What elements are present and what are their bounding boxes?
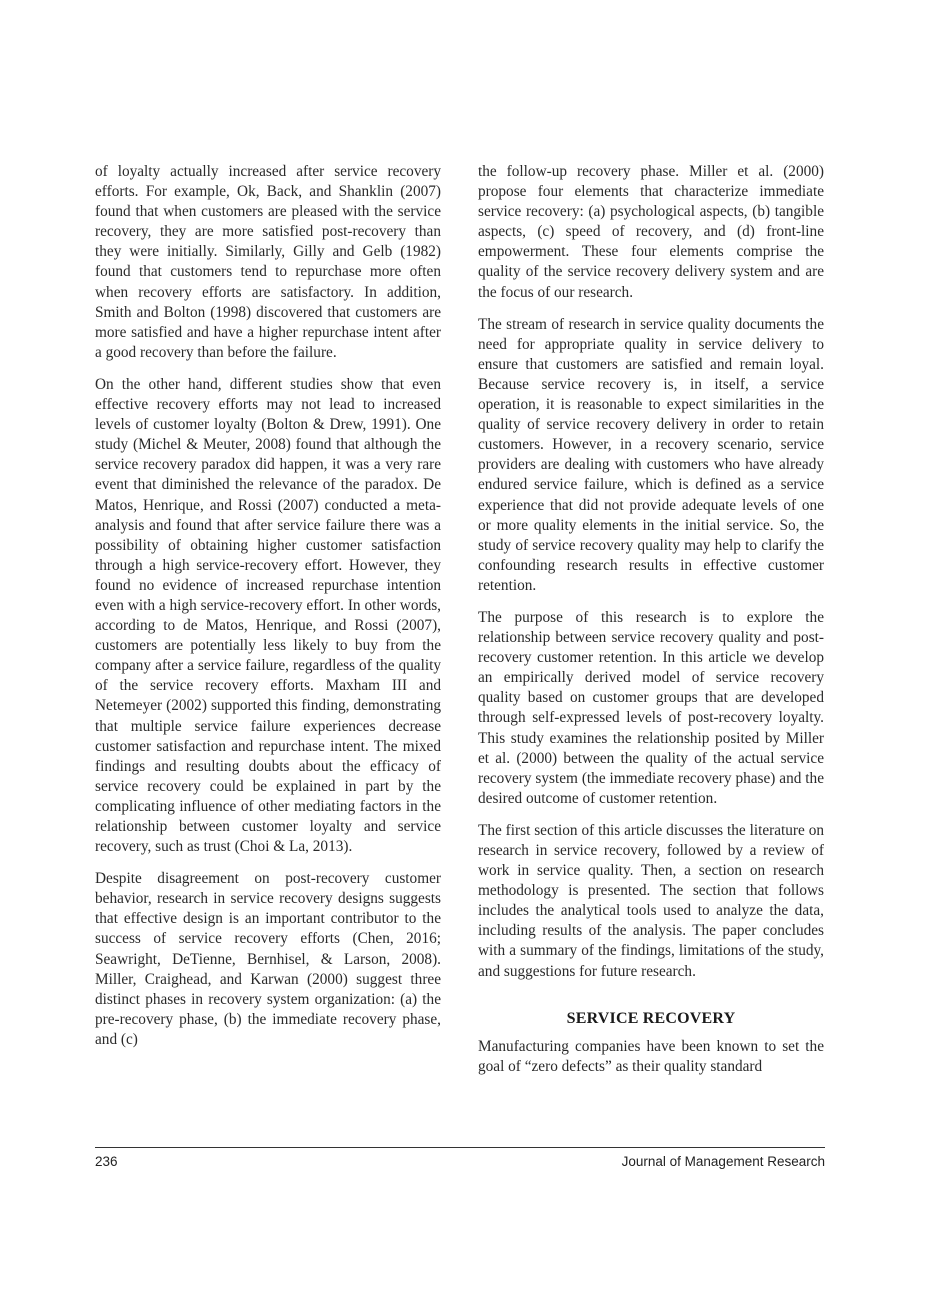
- body-paragraph: Despite disagreement on post-recovery customer behavior, research in service recovery designs suggests that effective design is an important contributor to the success of service recovery efforts (Chen, 2016; Seawright, DeTienne, Bernhisel, & Larson, 2008). Miller, Craighead, and Karwan (2000) suggest three distinct phases in recovery system organization: (a) the pre-recovery phase, (b) the immediate recovery phase, and (c): [95, 870, 441, 1048]
- left-column: [95, 162, 441, 1062]
- body-paragraph: Manufacturing companies have been known to set the goal of “zero defects” as their quality standard: [478, 1037, 824, 1075]
- body-paragraph: The purpose of this research is to explore the relationship between service recovery quality and post-recovery customer retention. In this article we develop an empirically derived model of service recovery quality based on customer groups that are developed through self-expressed levels of post-recovery loyalty. This study examines the relationship posited by Miller et al. (2000) between the quality of the actual service recovery system (the immediate recovery phase) and the desired outcome of customer retention.: [478, 608, 824, 807]
- right-column: [478, 162, 824, 1089]
- section-heading: SERVICE RECOVERY: [566, 1009, 736, 1027]
- page-number: 236: [95, 1154, 118, 1169]
- journal-name: Journal of Management Research: [621, 1154, 825, 1169]
- footer-divider: [95, 1147, 825, 1148]
- body-paragraph: On the other hand, different studies show that even effective recovery efforts may not lead to increased levels of customer loyalty (Bolton & Drew, 1991). One study (Michel & Meuter, 2008) found that although the service recovery paradox did happen, it was a very rare event that diminished the relevance of the paradox. De Matos, Henrique, and Rossi (2007) conducted a meta-analysis and found that after service failure there was a possibility of obtaining higher customer satisfaction through a high service-recovery effort. However, they found no evidence of increased repurchase intention even with a high service-recovery effort. In other words, according to de Matos, Henrique, and Rossi (2007), customers are potentially less likely to buy from the company after a service failure, regardless of the quality of the service recovery efforts. Maxham III and Netemeyer (2002) supported this finding, demonstrating that multiple service failure experiences decrease customer satisfaction and repurchase intent. The mixed findings and resulting doubts about the efficacy of service recovery could be explained in part by the complicating influence of other mediating factors in the relationship between customer loyalty and service recovery, such as trust (Choi & La, 2013).: [95, 375, 441, 856]
- body-paragraph: the follow-up recovery phase. Miller et al. (2000) propose four elements that characterize immediate service recovery: (a) psychological aspects, (b) tangible aspects, (c) speed of recovery, and (d) front-line empowerment. These four elements comprise the quality of the service recovery delivery system and are the focus of our research.: [478, 163, 824, 301]
- body-paragraph: The stream of research in service quality documents the need for appropriate quality in service delivery to ensure that customers are satisfied and remain loyal. Because service recovery is, in itself, a service operation, it is reasonable to expect similarities in the quality of service recovery delivery in order to retain customers. However, in a recovery scenario, service providers are dealing with customers who have already endured service failure, which is defined as a service experience that did not provide adequate levels of one or more quality elements in the initial service. So, the study of service recovery quality may help to clarify the confounding research results in effective customer retention.: [478, 315, 824, 594]
- body-paragraph: of loyalty actually increased after service recovery efforts. For example, Ok, Back, and Shanklin (2007) found that when customers are pleased with the service recovery, they are more satisfied post-recovery than they were initially. Similarly, Gilly and Gelb (1982) found that customers tend to repurchase more often when recovery efforts are satisfactory. In addition, Smith and Bolton (1998) discovered that customers are more satisfied and have a higher repurchase intent after a good recovery than before the failure.: [95, 163, 441, 361]
- body-paragraph: The first section of this article discusses the literature on research in service recovery, followed by a review of work in service quality. Then, a section on research methodology is presented. The section that follows includes the analytical tools used to analyze the data, including results of the analysis. The paper concludes with a summary of the findings, limitations of the study, and suggestions for future research.: [478, 821, 824, 980]
